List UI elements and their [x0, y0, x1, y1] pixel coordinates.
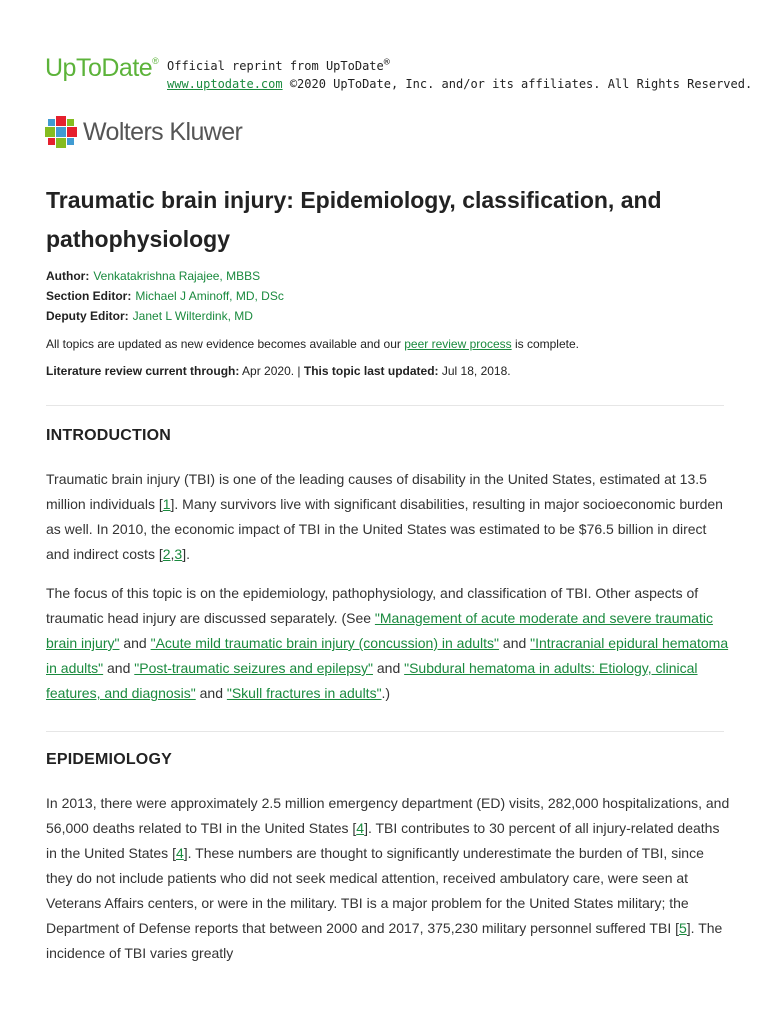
paragraph-text: The focus of this topic is on the epidemiology, pathophysiology, and classification of TBI. Other aspects of traumatic head injury are discussed separately. (See — [46, 585, 699, 626]
topic-link[interactable]: "Subdural hematoma in adults: Etiology, clinical features, and diagnosis" — [46, 660, 698, 701]
reprint-notice — [167, 54, 752, 93]
paragraph-text: ]. Many survivors live with significant disabilities, resulting in major socioeconomic burden as well. In 2010, the economic impact of TBI in the United States was estimated to be $76.5 billion in direct and indirect costs [ — [46, 496, 723, 562]
paragraph-text: , — [170, 546, 175, 562]
paragraph-text: ]. The incidence of TBI varies greatly — [46, 920, 723, 961]
last-updated-label: This topic last updated: — [303, 364, 439, 378]
wolters-kluwer-logo-icon — [45, 116, 77, 148]
paragraph-text: In 2013, there were approximately 2.5 million emergency department (ED) visits, 282,000 hospitalizations, and 56,000 deaths related to TBI in the United States [ — [46, 795, 730, 836]
topic-link[interactable]: "Acute mild traumatic brain injury (concussion) in adults" — [150, 635, 500, 651]
registered-mark: ® — [152, 56, 159, 66]
last-updated-value: Jul 18, 2018. — [438, 364, 511, 378]
uptodate-logo[interactable] — [45, 54, 158, 83]
uptodate-logo-text: UpToDate — [45, 54, 153, 82]
paragraph-text: Traumatic brain injury (TBI) is one of the leading causes of disability in the United States, estimated at 13.5 million individuals [ — [46, 471, 707, 512]
epidemiology-paragraph — [46, 791, 730, 966]
article-credits — [46, 266, 284, 326]
paragraph-text: and — [119, 635, 151, 651]
page-header — [45, 52, 753, 92]
reference-link[interactable]: 4 — [175, 845, 184, 861]
reference-link[interactable]: 4 — [356, 820, 365, 836]
reference-link[interactable]: 2 — [162, 546, 171, 562]
paragraph-text: and — [103, 660, 135, 676]
site-link[interactable]: www.uptodate.com — [167, 77, 283, 91]
deputy-editor-link[interactable]: Janet L Wilterdink, MD — [132, 309, 253, 323]
deputy-editor-label: Deputy Editor: — [46, 309, 129, 323]
topic-link[interactable]: "Management of acute moderate and severe traumatic brain injury" — [46, 610, 713, 651]
intro-paragraph-2 — [46, 581, 730, 706]
paragraph-text: ]. These numbers are thought to significantly underestimate the burden of TBI, since they do not include patients who did not seek medical attention, received ambulatory care, were seen at Veterans Affairs centers, or were in the military. TBI is a major problem for the United States military; the Department of Defense reports that between 2000 and 2017, 375,230 military personnel suffered TBI [ — [46, 845, 704, 936]
intro-paragraph-1 — [46, 467, 730, 567]
paragraph-text: and — [372, 660, 405, 676]
review-dates — [46, 362, 511, 380]
reference-link[interactable]: 1 — [162, 496, 171, 512]
reference-link[interactable]: 5 — [679, 920, 687, 936]
update-note-suffix: is complete. — [511, 337, 579, 351]
reprint-line: Official reprint from UpToDate — [167, 59, 384, 73]
divider — [46, 405, 724, 406]
section-heading-epidemiology: EPIDEMIOLOGY — [46, 751, 172, 768]
copyright-text: ©2020 UpToDate, Inc. and/or its affiliates. All Rights Reserved. — [289, 77, 753, 91]
publisher-name: Wolters Kluwer — [83, 118, 243, 146]
article-title: Traumatic brain injury: Epidemiology, classification, and pathophysiology — [46, 187, 662, 252]
update-note-text: All topics are updated as new evidence becomes available and our — [46, 337, 405, 351]
author-link[interactable]: Venkatakrishna Rajajee, MBBS — [93, 269, 261, 283]
paragraph-text: and — [499, 635, 531, 651]
paragraph-text: and — [195, 685, 227, 701]
peer-review-link[interactable]: peer review process — [404, 337, 512, 351]
lit-review-value: Apr 2020. | — [239, 364, 304, 378]
topic-link[interactable]: "Skull fractures in adults" — [226, 685, 382, 701]
update-note — [46, 335, 579, 353]
section-editor-link[interactable]: Michael J Aminoff, MD, DSc — [135, 289, 284, 303]
reference-link[interactable]: 3 — [174, 546, 183, 562]
section-editor-label: Section Editor: — [46, 289, 132, 303]
paragraph-text: ]. — [182, 546, 190, 562]
lit-review-label: Literature review current through: — [46, 364, 240, 378]
paragraph-text: .) — [381, 685, 391, 701]
topic-link[interactable]: "Intracranial epidural hematoma in adults" — [46, 635, 729, 676]
divider — [46, 731, 724, 732]
topic-link[interactable]: "Post-traumatic seizures and epilepsy" — [134, 660, 373, 676]
paragraph-text: ]. TBI contributes to 30 percent of all injury-related deaths in the United States [ — [46, 820, 720, 861]
registered-mark: ® — [383, 57, 390, 68]
section-heading-introduction: INTRODUCTION — [46, 427, 172, 444]
author-label: Author: — [46, 269, 90, 283]
